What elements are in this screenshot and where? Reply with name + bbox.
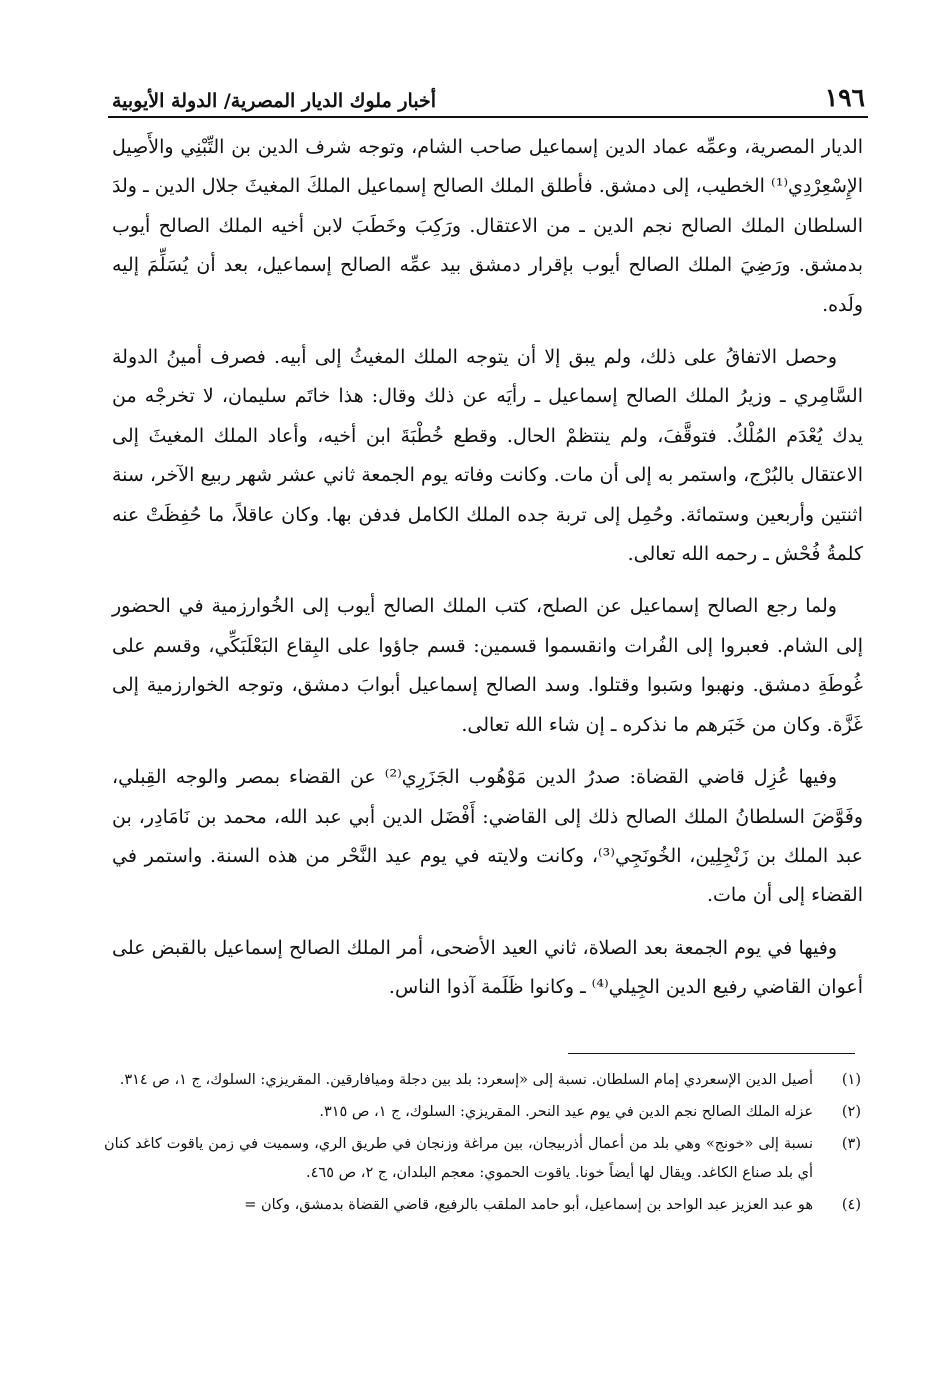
footnote-number: (١) — [841, 1072, 861, 1088]
footnote-text: أصيل الدين الإسعردي إمام السلطان. نسبة إلى «إسعرد: بلد بين دجلة وميافارقين. المقريزي: السلوك، ج ١، ص ٣١٤. — [119, 1072, 813, 1088]
footnote-text: عزله الملك الصالح نجم الدين في يوم عيد النحر. المقريزي: السلوك، ج ١، ص ٣١٥. — [319, 1104, 813, 1120]
footnote-text: هو عبد العزيز عبد الواحد بن إسماعيل، أبو حامد الملقب بالرفيع، قاضي القضاة بدمشق، وكان = — [244, 1197, 813, 1213]
footnote — [104, 1130, 861, 1188]
paragraph: ولما رجع الصالح إسماعيل عن الصلح، كتب الملك الصالح أيوب إلى الخُوارزمية في الحضور إلى الشام. فعبروا إلى الفُرات وانقسموا قسمين: قسم جاؤوا على البِقاع البَعْلَبَكِّي، وقسم على غُوطَةِ دمشق. ونهبوا وسَبوا وقتلوا. وسد الصالح إسماعيل أبوابَ دمشق، وتوجه الخوارزمية إلى غَزَّة. وكان من خَبَرهم ما نذكره ـ إن شاء الله تعالى. — [112, 595, 863, 736]
main-text — [112, 128, 863, 1021]
paragraph: وفيها في يوم الجمعة بعد الصلاة، ثاني العيد الأضحى، أمر الملك الصالح إسماعيل بالقبض على أعوان القاضي رفيع الدين الجِيلي⁽⁴⁾ ـ وكانوا ظَلَمة آذوا الناس. — [112, 936, 863, 999]
footnote-separator — [568, 1053, 855, 1054]
footnote-text: نسبة إلى «خونج» وهي بلد من أعمال أذربيجان، بين مراغة وزنجان في طريق الري، وسميت في زمن ياقوت كاغد كنان أي بلد صناع الكاغد. ويقال لها أيضاً خونا. ياقوت الحموي: معجم البلدان، ج ٢، ص ٤٦٥. — [104, 1136, 813, 1181]
footnotes — [104, 1066, 861, 1223]
footnote — [104, 1191, 861, 1220]
running-title: أخبار ملوك الديار المصرية/ الدولة الأيوبية — [112, 90, 437, 112]
footnote — [104, 1066, 861, 1095]
paragraph: وحصل الاتفاقُ على ذلك، ولم يبق إلا أن يتوجه الملك المغيثُ إلى أبيه. فصرف أمينُ الدولة السَّامِري ـ وزيرُ الملك الصالح إسماعيل ـ رأيَه عن ذلك وقال: هذا خاتَم سليمان، لا تخرجْه من يدك يُعْدَم المُلْكُ. فتوقَّفَ، ولم ينتظمْ الحال. وقطع خُطْبَةَ ابن أخيه، وأعاد الملك المغيثَ إلى الاعتقال بالبُرْج، واستمر به إلى أن مات. وكانت وفاته يوم الجمعة ثاني عشر شهر ربيع الآخر، سنة اثنتين وأربعين وستمائة. وحُمِل إلى تربة جده الملك الكامل فدفن بها. وكان عاقلاً، ما حُفِظَتْ عنه كلمةُ فُحْش ـ رحمه الله تعالى. — [112, 346, 863, 566]
footnote-number: (٣) — [841, 1136, 861, 1152]
footnote — [104, 1098, 861, 1127]
paragraph: الديار المصرية، وعمِّه عماد الدين إسماعيل صاحب الشام، وتوجه شرف الدين بن التِّبْنِي والأَصِيل الإِسْعِرْدِي⁽¹⁾ الخطيب، إلى دمشق. فأطلق الملك الصالح إسماعيل الملكَ المغيثَ جلال الدين ـ ولدَ السلطان الملك الصالح نجم الدين ـ من الاعتقال. ورَكِبَ وخَطَبَ لابن أخيه الملك الصالح أيوب بدمشق. ورَضِيَ الملك الصالح أيوب بإقرار دمشق بيد عمِّه الصالح إسماعيل، بعد أن يُسَلِّمَ إليه ولَده. — [112, 136, 863, 316]
paragraph: وفيها عُزِل قاضي القضاة: صدرُ الدين مَوْهُوب الجَزَرِي⁽²⁾ عن القضاء بمصر والوجه القِبلي، وفَوَّضَ السلطانُ الملك الصالح ذلك إلى القاضي: أَفْضَل الدين أبي عبد الله، محمد بن نَامَادِر، بن عبد الملك بن زَنْجِلِين، الخُونَجِي⁽³⁾، وكانت ولايته في يوم عيد النَّحْر من هذه السنة. واستمر في القضاء إلى أن مات. — [112, 766, 863, 907]
page-header — [112, 76, 865, 112]
header-rule — [108, 116, 868, 118]
footnote-number: (٢) — [841, 1104, 861, 1120]
page-number: ١٩٦ — [824, 83, 865, 112]
footnote-number: (٤) — [841, 1197, 861, 1213]
